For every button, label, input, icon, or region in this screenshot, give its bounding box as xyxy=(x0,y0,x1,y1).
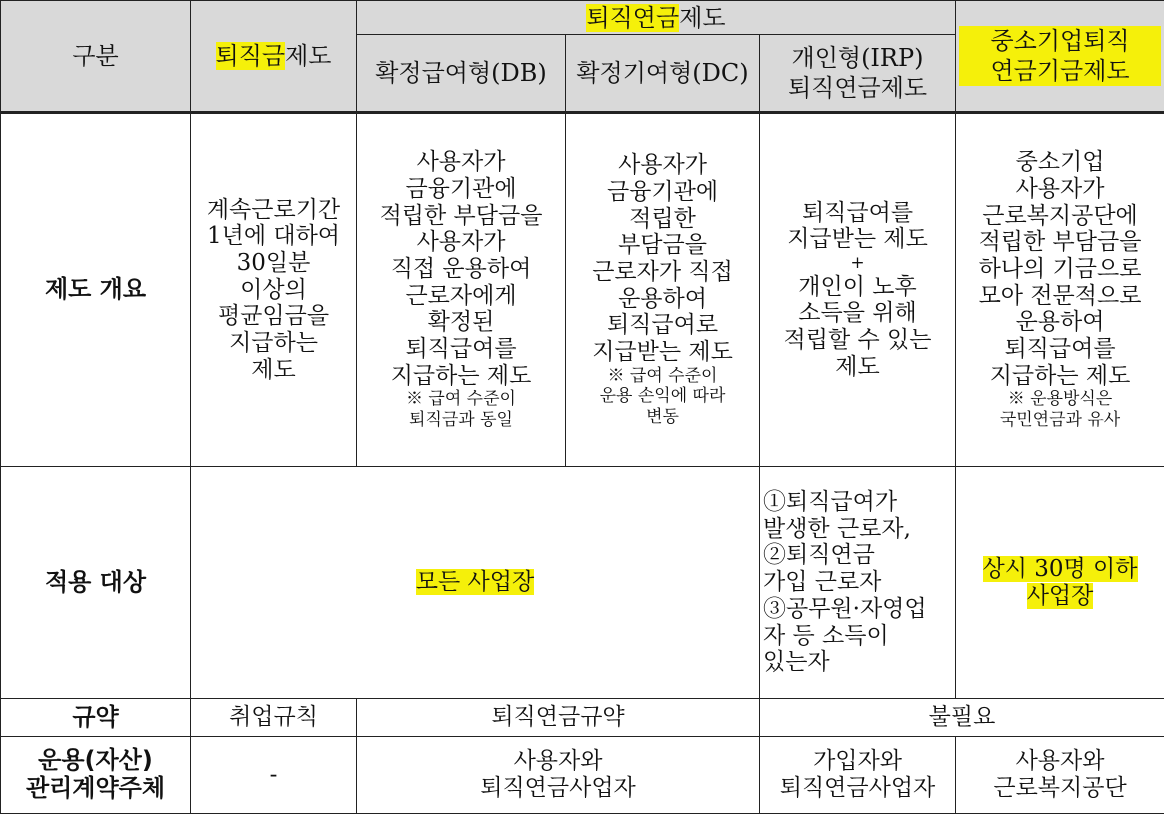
overview-sme-line: 모아 전문적으로 xyxy=(959,283,1161,310)
row-label-target: 적용 대상 xyxy=(1,467,191,699)
overview-dc-note: 운용 손익에 따라 xyxy=(569,386,756,407)
target-irp-line: ③공무원·자영업 xyxy=(763,596,952,623)
header-irp xyxy=(760,35,956,113)
cell-rules-pension: 퇴직연금규약 xyxy=(357,699,760,737)
overview-db-line: 지급하는 제도 xyxy=(360,363,562,390)
overview-db-line: 사용자가 xyxy=(360,149,562,176)
cell-overview-sme xyxy=(956,113,1164,467)
contract-label-line2: 관리계약주체 xyxy=(4,775,187,803)
overview-dc-line: 근로자가 직접 xyxy=(569,259,756,286)
contract-irp-line: 퇴직연금사업자 xyxy=(763,775,952,802)
overview-sme-note: 국민연금과 유사 xyxy=(959,410,1161,431)
overview-severance-line: 이상의 xyxy=(194,277,353,304)
target-irp-line: 발생한 근로자, xyxy=(763,516,952,543)
overview-db-line: 퇴직급여를 xyxy=(360,336,562,363)
header-severance-pay xyxy=(191,1,357,113)
header-pension-highlight: 퇴직연금 xyxy=(586,4,679,32)
overview-db-note: ※ 급여 수준이 xyxy=(360,389,562,410)
overview-severance-line: 지급하는 xyxy=(194,330,353,357)
overview-severance-line: 제도 xyxy=(194,357,353,384)
contract-irp-line: 가입자와 xyxy=(763,748,952,775)
overview-sme-line: 퇴직급여를 xyxy=(959,336,1161,363)
overview-dc-line: 운용하여 xyxy=(569,286,756,313)
target-irp-line: ①퇴직급여가 xyxy=(763,489,952,516)
target-irp-line: 있는자 xyxy=(763,649,952,676)
overview-db-line: 사용자가 xyxy=(360,229,562,256)
target-irp-line: 자 등 소득이 xyxy=(763,623,952,650)
cell-overview-dc xyxy=(566,113,760,467)
cell-contract-severance: - xyxy=(191,737,357,814)
target-irp-line: ②퇴직연금 xyxy=(763,542,952,569)
cell-overview-db xyxy=(357,113,566,467)
overview-irp-line: 지급받는 제도 xyxy=(763,226,952,253)
overview-dc-note: ※ 급여 수준이 xyxy=(569,366,756,387)
overview-severance-line: 평균임금을 xyxy=(194,303,353,330)
overview-dc-line: 퇴직급여로 xyxy=(569,312,756,339)
overview-db-line: 적립한 부담금을 xyxy=(360,203,562,230)
cell-target-all xyxy=(191,467,760,699)
header-sme-line2: 연금기금제도 xyxy=(959,56,1161,86)
target-all-highlight: 모든 사업장 xyxy=(416,569,534,595)
contract-sme-line: 사용자와 xyxy=(959,748,1161,775)
overview-sme-line: 중소기업 xyxy=(959,149,1161,176)
overview-severance-line: 1년에 대하여 xyxy=(194,223,353,250)
header-db: 확정급여형(DB) xyxy=(357,35,566,113)
cell-contract-sme xyxy=(956,737,1164,814)
overview-severance-line: 30일분 xyxy=(194,250,353,277)
overview-irp-line: 소득을 위해 xyxy=(763,300,952,327)
overview-db-line: 직접 운용하여 xyxy=(360,256,562,283)
cell-target-sme xyxy=(956,467,1164,699)
cell-rules-other: 불필요 xyxy=(760,699,1164,737)
contract-pension-line: 퇴직연금사업자 xyxy=(360,775,756,802)
overview-dc-line: 적립한 xyxy=(569,206,756,233)
row-label-overview: 제도 개요 xyxy=(1,113,191,467)
overview-db-note: 퇴직금과 동일 xyxy=(360,410,562,431)
contract-sme-line: 근로복지공단 xyxy=(959,775,1161,802)
contract-pension-line: 사용자와 xyxy=(360,748,756,775)
overview-dc-line: 지급받는 제도 xyxy=(569,339,756,366)
overview-irp-line: 제도 xyxy=(763,354,952,381)
header-category: 구분 xyxy=(1,1,191,113)
cell-contract-pension xyxy=(357,737,760,814)
row-label-contract xyxy=(1,737,191,814)
overview-sme-line: 사용자가 xyxy=(959,176,1161,203)
overview-sme-line: 하나의 기금으로 xyxy=(959,256,1161,283)
overview-sme-line: 적립한 부담금을 xyxy=(959,229,1161,256)
overview-dc-note: 변동 xyxy=(569,407,756,428)
overview-db-line: 근로자에게 xyxy=(360,283,562,310)
overview-sme-line: 근로복지공단에 xyxy=(959,203,1161,230)
overview-dc-line: 금융기관에 xyxy=(569,179,756,206)
cell-overview-severance xyxy=(191,113,357,467)
cell-contract-irp xyxy=(760,737,956,814)
overview-irp-line: 적립할 수 있는 xyxy=(763,327,952,354)
target-sme-line2: 사업장 xyxy=(1027,583,1094,609)
overview-irp-line: 개인이 노후 xyxy=(763,274,952,301)
overview-irp-line: 퇴직급여를 xyxy=(763,200,952,227)
cell-rules-severance: 취업규칙 xyxy=(191,699,357,737)
header-sme-fund xyxy=(956,1,1164,113)
target-sme-line1: 상시 30명 이하 xyxy=(983,556,1138,582)
overview-dc-line: 사용자가 xyxy=(569,152,756,179)
header-dc: 확정기여형(DC) xyxy=(566,35,760,113)
cell-overview-irp xyxy=(760,113,956,467)
header-pension-rest: 제도 xyxy=(679,4,725,32)
row-label-rules: 규약 xyxy=(1,699,191,737)
target-irp-line: 가입 근로자 xyxy=(763,569,952,596)
cell-target-irp xyxy=(760,467,956,699)
header-severance-rest: 제도 xyxy=(285,42,331,70)
overview-dc-line: 부담금을 xyxy=(569,232,756,259)
contract-label-line1: 운용(자산) xyxy=(4,747,187,775)
header-sme-line1: 중소기업퇴직 xyxy=(959,26,1161,56)
overview-db-line: 확정된 xyxy=(360,309,562,336)
overview-sme-note: ※ 운용방식은 xyxy=(959,389,1161,410)
overview-db-line: 금융기관에 xyxy=(360,176,562,203)
header-retirement-pension xyxy=(357,1,956,35)
header-irp-line2: 퇴직연금제도 xyxy=(763,73,952,103)
overview-sme-line: 운용하여 xyxy=(959,309,1161,336)
overview-irp-plus: + xyxy=(763,253,952,274)
overview-severance-line: 계속근로기간 xyxy=(194,197,353,224)
header-severance-highlight: 퇴직금 xyxy=(216,42,286,70)
header-irp-line1: 개인형(IRP) xyxy=(763,43,952,73)
overview-sme-line: 지급하는 제도 xyxy=(959,363,1161,390)
